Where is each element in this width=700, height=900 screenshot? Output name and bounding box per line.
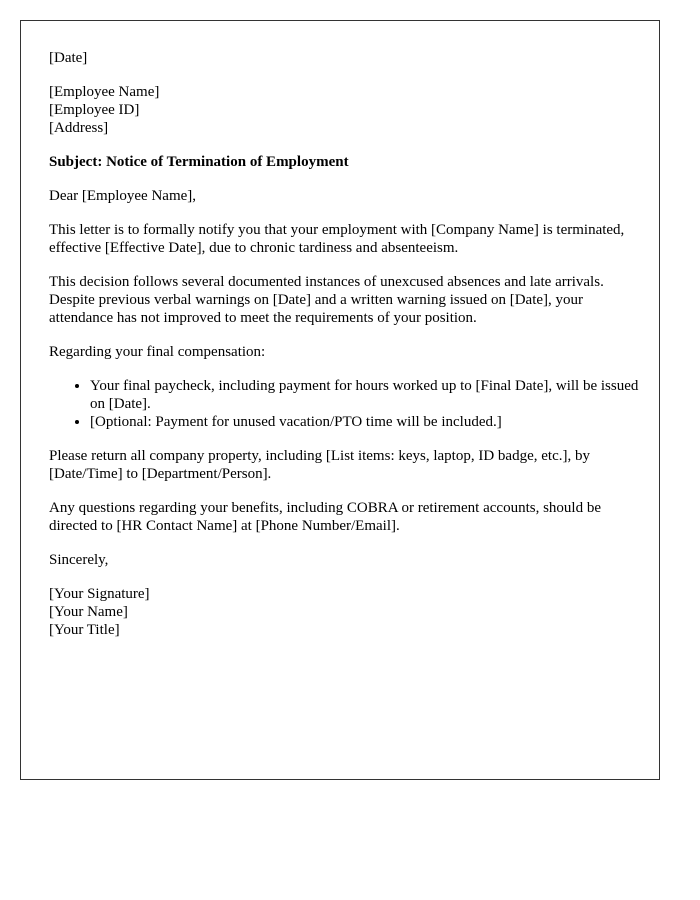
- signature-block: [49, 585, 639, 639]
- sender-title: [Your Title]: [49, 622, 120, 638]
- signoff: Sincerely,: [49, 552, 109, 568]
- paragraph-property-return: Please return all company property, including [List items: keys, laptop, ID badge, etc.], by [Date/Time] to [Department/Person].: [49, 448, 590, 482]
- letter-subject: Subject: Notice of Termination of Employment: [49, 154, 349, 170]
- paragraph-benefits-questions: Any questions regarding your benefits, including COBRA or retirement accounts, should be directed to [HR Contact Name] at [Phone Number/Email].: [49, 500, 601, 534]
- letter-date: [Date]: [49, 50, 88, 66]
- sender-name: [Your Name]: [49, 604, 128, 620]
- recipient-block: [49, 83, 639, 137]
- recipient-name: [Employee Name]: [49, 84, 160, 100]
- paragraph-compensation-intro: Regarding your final compensation:: [49, 344, 266, 360]
- letter-page: [20, 20, 660, 780]
- signature-line: [Your Signature]: [49, 586, 150, 602]
- recipient-id: [Employee ID]: [49, 102, 140, 118]
- compensation-list: [49, 377, 639, 431]
- list-item: • Your final paycheck, including payment for hours worked up to [Final Date], will be issued on [Date].: [90, 377, 639, 413]
- salutation: Dear [Employee Name],: [49, 188, 197, 204]
- list-item: • [Optional: Payment for unused vacation/PTO time will be included.]: [90, 413, 639, 431]
- recipient-address: [Address]: [49, 120, 109, 136]
- paragraph-notice: This letter is to formally notify you that your employment with [Company Name] is terminated, effective [Effective Date], due to chronic tardiness and absenteeism.: [49, 222, 625, 256]
- letter-content: [49, 49, 639, 655]
- paragraph-reason: This decision follows several documented instances of unexcused absences and late arrivals. Despite previous verbal warnings on [Date] and a written warning issued on [Date], your attendance has not improved to meet the requirements of your position.: [49, 274, 604, 326]
